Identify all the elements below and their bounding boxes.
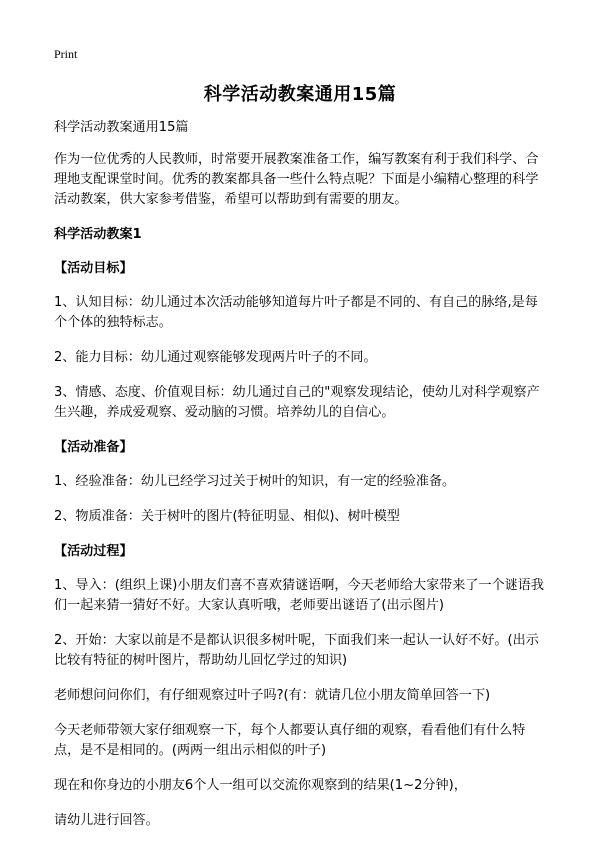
prep-item-2: 2、物质准备：关于树叶的图片(特征明显、相似)、树叶模型 [54,509,400,524]
process-paragraph-6: 请幼儿进行回答。 [54,813,159,828]
intro-paragraph: 作为一位优秀的人民教师，时常要开展教案准备工作，编写教案有利于我们科学、合理地支配课堂时间。优秀的教案都具备一些什么特点呢？下面是小编精心整理的科学活动教案，供大家参考借鉴，希望可以帮助到有需要的朋友。 [54,152,539,207]
prep-heading: 【活动准备】 [54,440,133,455]
goal-item-1: 1、认知目标：幼儿通过本次活动能够知道每片叶子都是不同的、有自己的脉络,是每个个体的独特标志。 [54,295,538,330]
print-label: Print [54,47,78,61]
process-item-1: 1、导入：(组织上课)小朋友们喜不喜欢猜谜语啊，今天老师给大家带来了一个谜语我们一起来猜一猜好不好。大家认真听哦，老师要出谜语了(出示图片) [54,578,544,613]
page-title: 科学活动教案通用15篇 [203,84,397,105]
goal-item-2: 2、能力目标：幼儿通过观察能够发现两片叶子的不同。 [54,350,377,365]
process-item-2: 2、开始：大家以前是不是都认识很多树叶呢，下面我们来一起认一认好不好。(出示比较有特征的树叶图片，帮助幼儿回忆学过的知识) [54,633,539,668]
section-title: 科学活动教案1 [54,227,142,242]
goal-item-3: 3、情感、态度、价值观目标：幼儿通过自己的"观察发现结论，使幼儿对科学观察产生兴趣，养成爱观察、爱动脑的习惯。培养幼儿的自信心。 [54,385,540,420]
goals-heading: 【活动目标】 [54,261,133,276]
process-paragraph-3: 老师想问问你们，有仔细观察过叶子吗?(有：就请几位小朋友简单回答一下) [54,688,491,703]
process-paragraph-4: 今天老师带领大家仔细观察一下，每个人都要认真仔细的观察，看看他们有什么特点，是不是相同的。(两两一组出示相似的叶子) [54,723,526,758]
process-heading: 【活动过程】 [54,544,133,559]
subtitle: 科学活动教案通用15篇 [54,120,189,135]
process-paragraph-5: 现在和你身边的小朋友6个人一组可以交流你观察到的结果(1~2分钟)， [54,778,467,793]
document-body [54,118,550,846]
prep-item-1: 1、经验准备：幼儿已经学习过关于树叶的知识，有一定的经验准备。 [54,474,456,489]
